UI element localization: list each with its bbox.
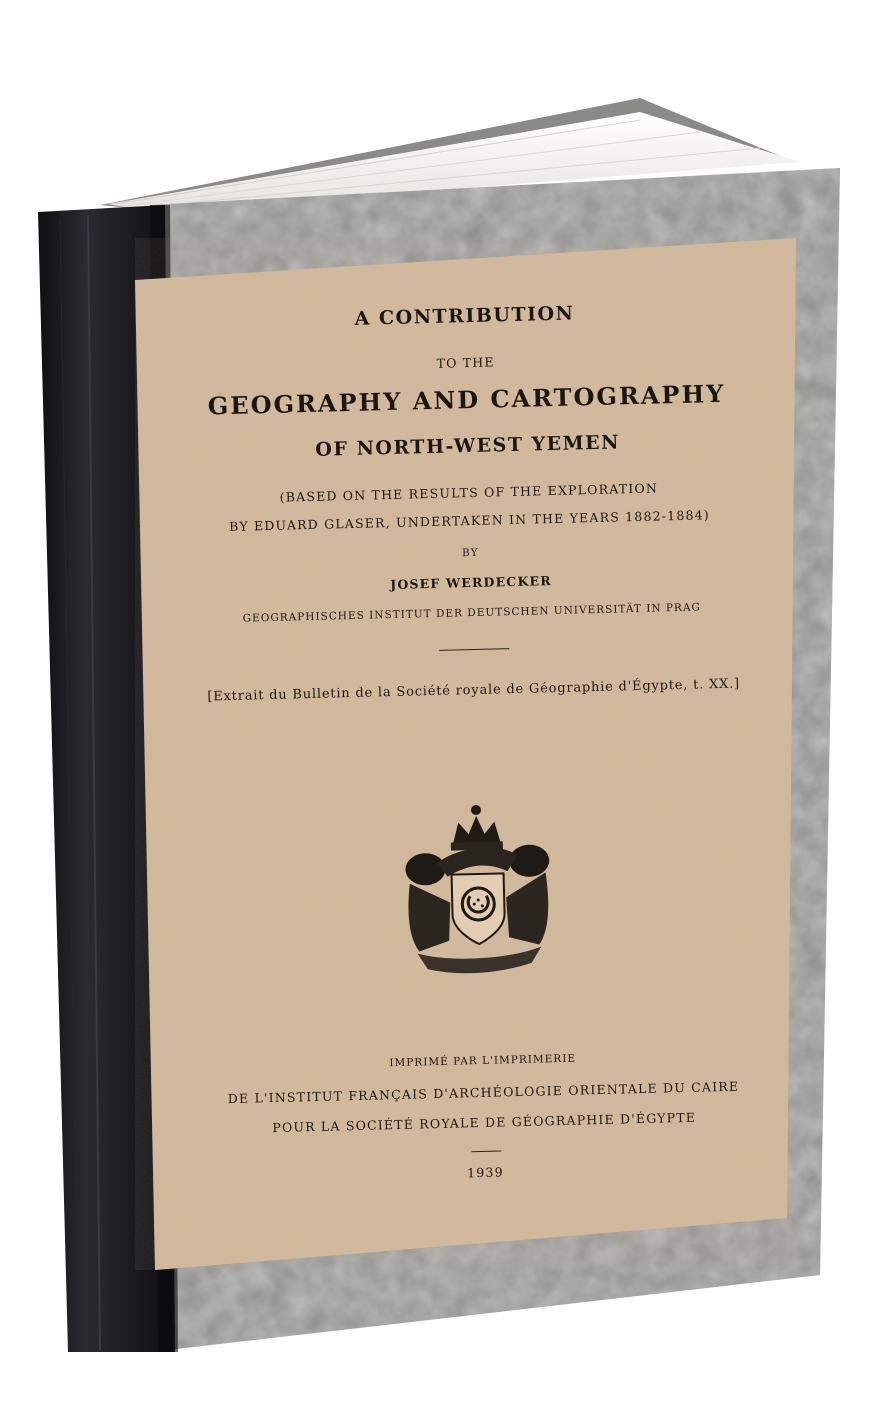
divider-rule — [439, 648, 509, 651]
printer-line-2: DE L'INSTITUT FRANÇAIS D'ARCHÉOLOGIE ORIENTALE DU CAIRE — [227, 1078, 740, 1107]
extract-note: [Extrait du Bulletin de la Société royale de Géographie d'Égypte, t. XX.] — [207, 676, 741, 705]
subtitle-line-1: (BASED ON THE RESULTS OF THE EXPLORATION — [279, 480, 659, 505]
author-affiliation: GEOGRAPHISCHES INSTITUT DER DEUTSCHEN UNIVERSITÄT IN PRAG — [242, 601, 702, 625]
subtitle-line-2: BY EDUARD GLASER, UNDERTAKEN IN THE YEARS 1882-1884) — [229, 507, 711, 534]
title-line-3: GEOGRAPHY AND CARTOGRAPHY — [207, 378, 726, 421]
title-line-2: TO THE — [436, 354, 495, 371]
printer-line-1: IMPRIMÉ PAR L'IMPRIMERIE — [389, 1052, 577, 1070]
publication-year: 1939 — [466, 1164, 504, 1181]
by-label: BY — [461, 546, 479, 560]
printer-line-3: POUR LA SOCIÉTÉ ROYALE DE GÉOGRAPHIE D'ÉGYPTE — [272, 1109, 697, 1136]
small-rule — [471, 1150, 501, 1152]
title-line-1: A CONTRIBUTION — [354, 302, 575, 330]
title-label-text — [136, 277, 814, 1253]
author-name: JOSEF WERDECKER — [390, 573, 553, 593]
title-line-4: OF NORTH-WEST YEMEN — [315, 431, 621, 461]
